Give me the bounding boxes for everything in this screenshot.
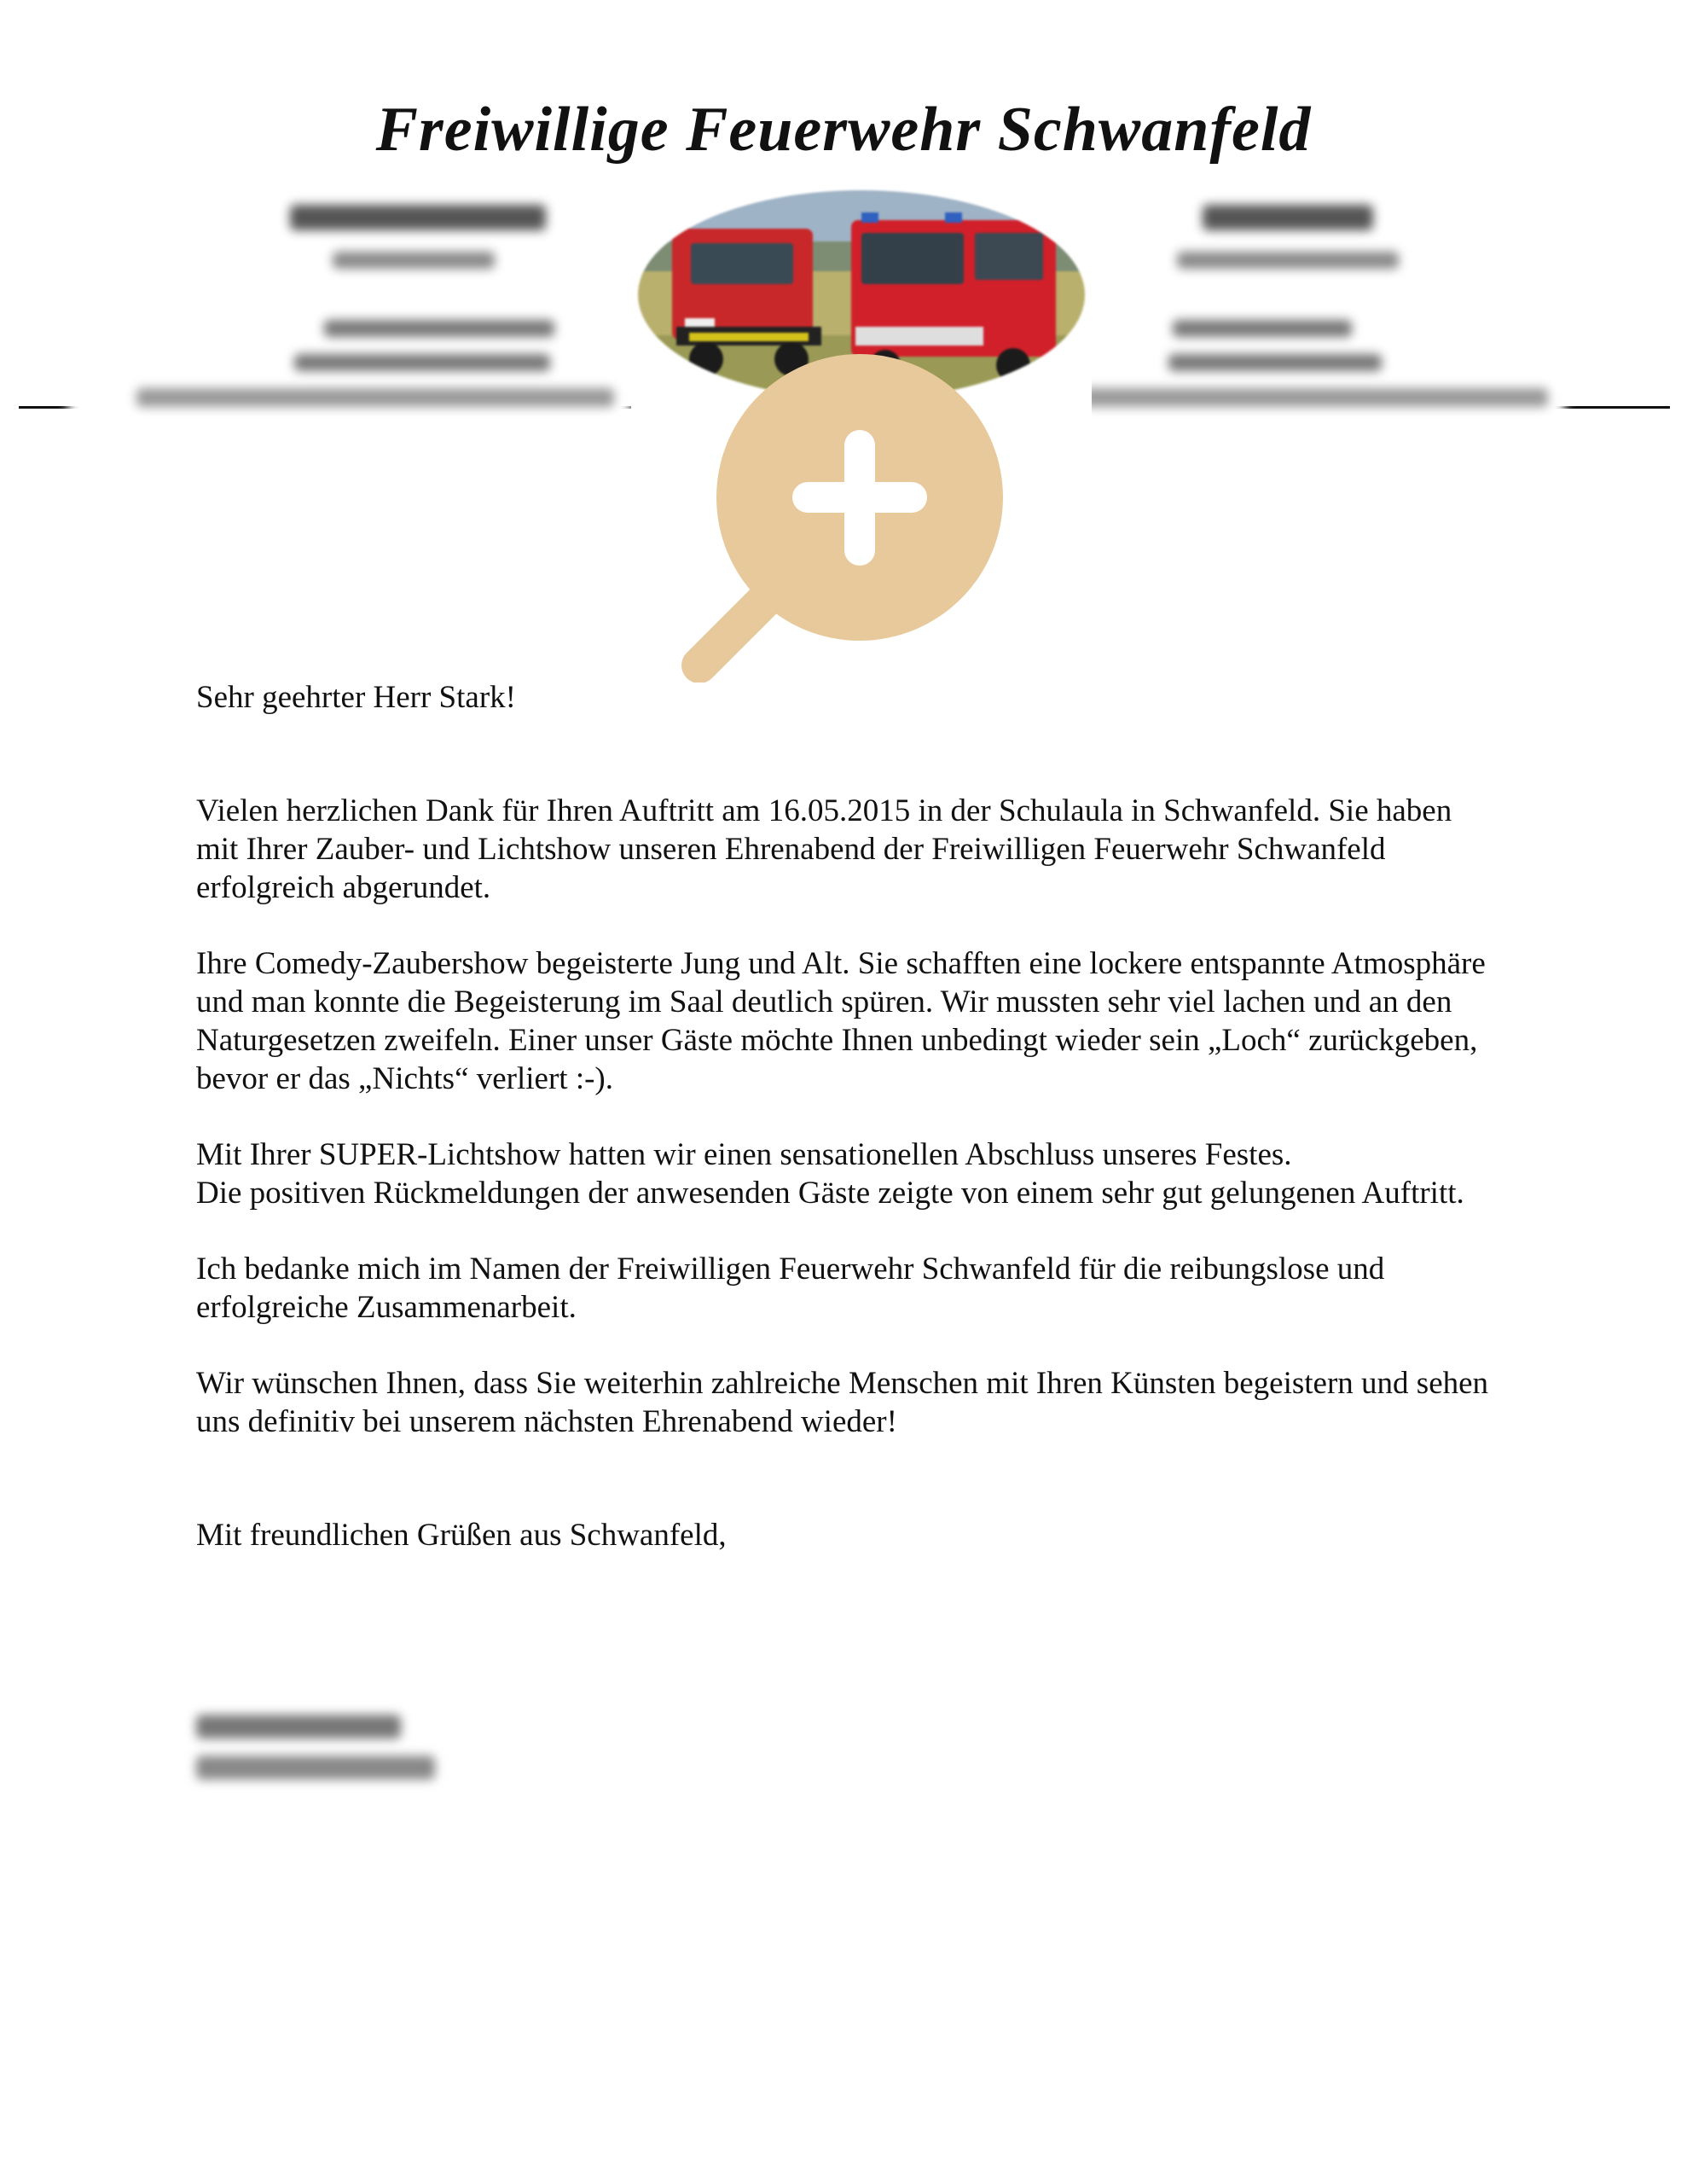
letter-body	[196, 678, 1493, 1554]
signature-redacted	[196, 1706, 554, 1809]
paragraph-feedback: Die positiven Rückmeldungen der anwesenden Gäste zeigte von einem sehr gut gelungenen Auftritt.	[196, 1176, 1464, 1211]
letterhead-title: Freiwillige Feuerwehr Schwanfeld	[375, 95, 1312, 165]
contact-block-left-redacted	[68, 179, 631, 427]
paragraph-thanks: Vielen herzlichen Dank für Ihren Auftritt am 16.05.2015 in der Schulaula in Schwanfeld. Sie haben mit Ihrer Zauber- und Lichtshow unseren Ehrenabend der Freiwilligen Feuerwehr Schwanfeld erfolgreich abgerundet.	[196, 793, 1452, 905]
paragraph-cooperation: Ich bedanke mich im Namen der Freiwilligen Feuerwehr Schwanfeld für die reibungslose und erfolgreiche Zusammenarbeit.	[196, 1252, 1385, 1325]
paragraph-comedy-show: Ihre Comedy-Zaubershow begeisterte Jung und Alt. Sie schafften eine lockere entspannte Atmosphäre und man konnte die Begeisterung im Saal deutlich spüren. Wir mussten sehr viel lachen und an den Naturgesetzen zweifeln. Einer unser Gäste möchte Ihnen unbedingt wieder sein „Loch“ zurückgeben, bevor er das „Nichts“ verliert :-).	[196, 946, 1486, 1096]
redacted-signature	[196, 1706, 554, 1800]
paragraph-wishes: Wir wünschen Ihnen, dass Sie weiterhin zahlreiche Menschen mit Ihren Künsten begeistern und sehen uns definitiv bei unserem nächsten Ehrenabend wieder!	[196, 1366, 1489, 1439]
zoom-in-icon[interactable]	[678, 354, 1006, 682]
paragraph-light-show: Mit Ihrer SUPER-Lichtshow hatten wir einen sensationellen Abschluss unseres Festes.	[196, 1137, 1292, 1172]
contact-block-right-redacted	[1066, 179, 1565, 427]
closing: Mit freundlichen Grüßen aus Schwanfeld,	[196, 1518, 727, 1553]
redacted-contact-right	[1066, 179, 1565, 427]
redacted-contact-left	[68, 179, 631, 427]
salutation: Sehr geehrter Herr Stark!	[196, 680, 516, 715]
